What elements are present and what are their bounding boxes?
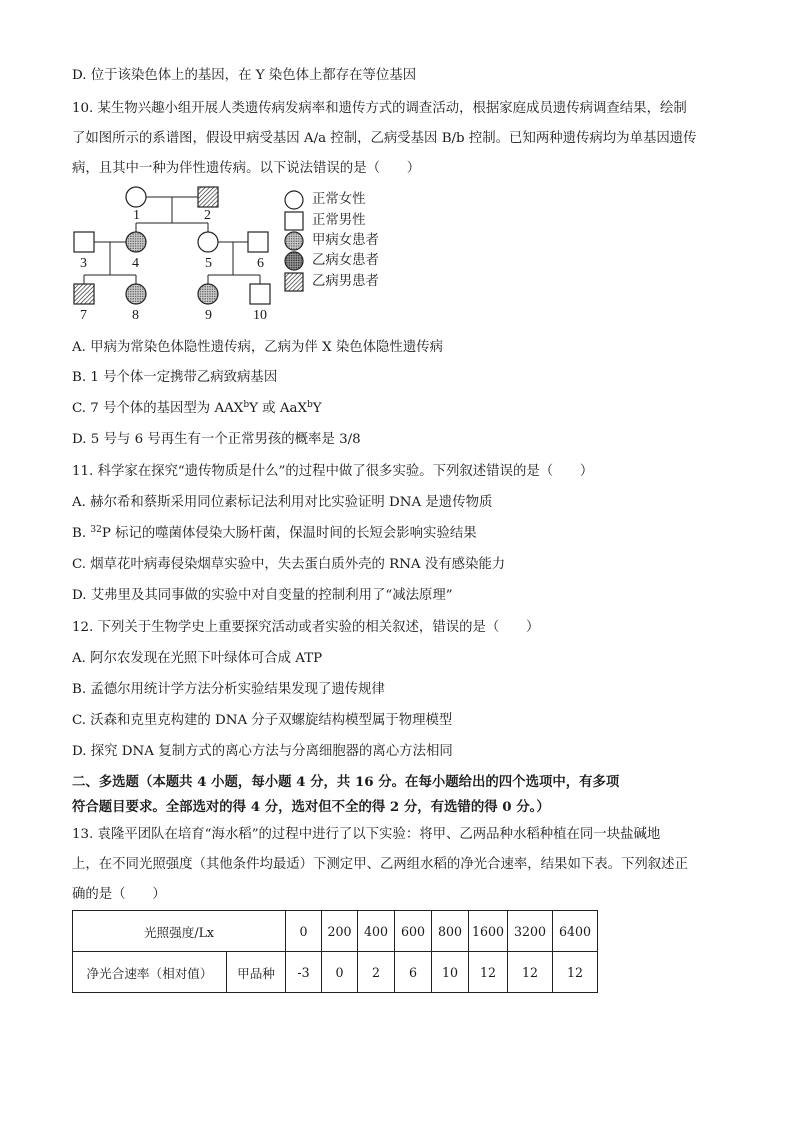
pedigree-diagram: [0, 180, 794, 330]
label-2: 2: [204, 208, 211, 223]
q11-option-a: A. 赫尔希和蔡斯采用同位素标记法利用对比实验证明 DNA 是遗传物质: [72, 495, 493, 510]
legend-disease-b-female: 乙病女患者: [312, 253, 379, 268]
light-rate-table: [72, 910, 598, 993]
legend-disease-b-male: 乙病男患者: [312, 274, 379, 289]
label-7: 7: [80, 308, 87, 323]
table-cell: 0: [286, 911, 322, 952]
label-4: 4: [132, 256, 139, 271]
section2-heading-line-1: 二、多选题（本题共 4 小题，每小题 4 分，共 16 分。在每小题给出的四个选项中，有多项: [72, 774, 620, 790]
legend-normal-female: 正常女性: [312, 192, 366, 207]
table-cell: 12: [469, 952, 508, 993]
individual-10: [250, 284, 270, 304]
q13-stem-line-1: 13. 袁隆平团队在培育“海水稻”的过程中进行了以下实验：将甲、乙两品种水稻种植在同一块盐碱地: [72, 827, 661, 842]
label-6: 6: [257, 256, 264, 271]
table-cell: 12: [508, 952, 553, 993]
table-cell: 6400: [553, 911, 598, 952]
label-1: 1: [133, 208, 140, 223]
individual-3: [74, 232, 94, 252]
section2-heading-line-2: 符合题目要求。全部选对的得 4 分，选对但不全的得 2 分，有选错的得 0 分。）: [72, 799, 550, 815]
q10-stem-line-2: 了如图所示的系谱图，假设甲病受基因 A/a 控制，乙病受基因 B/b 控制。已知两种遗传病均为单基因遗传: [72, 131, 697, 146]
legend-disease-a-female-icon: [285, 232, 303, 250]
table-cell: -3: [286, 952, 322, 993]
table-cell: 3200: [508, 911, 553, 952]
table-cell: 12: [553, 952, 598, 993]
individual-4: [126, 232, 146, 252]
label-8: 8: [132, 308, 139, 323]
label-10: 10: [253, 308, 267, 323]
table-variety-label: 甲品种: [227, 952, 286, 993]
table-cell: 400: [358, 911, 395, 952]
q12-option-a: A. 阿尔农发现在光照下叶绿体可合成 ATP: [72, 651, 323, 666]
q10-option-c: C. 7 号个体的基因型为 AAX$^b$Y 或 AaX$^b$Y: [72, 400, 322, 416]
individual-1: [126, 187, 146, 207]
individual-9: [198, 284, 218, 304]
q9-option-d: D. 位于该染色体上的基因，在 Y 染色体上都存在等位基因: [72, 68, 417, 83]
q11-option-c: C. 烟草花叶病毒侵染烟草实验中，失去蛋白质外壳的 RNA 没有感染能力: [72, 557, 506, 572]
legend-disease-b-female-icon: [285, 252, 303, 270]
q13-stem-line-2: 上，在不同光照强度（其他条件均最适）下测定甲、乙两组水稻的净光合速率，结果如下表。下列叙述正: [72, 857, 688, 872]
table-cell: 800: [432, 911, 469, 952]
q11-stem: 11. 科学家在探究“遗传物质是什么”的过程中做了很多实验。下列叙述错误的是（ ）: [72, 464, 594, 479]
q11-option-b: B. $^{32}$P 标记的噬菌体侵染大肠杆菌，保温时间的长短会影响实验结果: [72, 525, 477, 541]
label-5: 5: [205, 256, 212, 271]
q11-option-d: D. 艾弗里及其同事做的实验中对自变量的控制利用了“减法原理”: [72, 588, 453, 603]
q12-option-c: C. 沃森和克里克构建的 DNA 分子双螺旋结构模型属于物理模型: [72, 713, 453, 728]
individual-8: [126, 284, 146, 304]
table-row-label: 净光合速率（相对值）: [73, 952, 227, 993]
q10-stem-line-3: 病，且其中一种为伴性遗传病。以下说法错误的是（ ）: [72, 161, 421, 176]
q12-option-d: D. 探究 DNA 复制方式的离心方法与分离细胞器的离心方法相同: [72, 744, 453, 759]
individual-7: [74, 284, 94, 304]
label-9: 9: [205, 308, 212, 323]
q10-option-a: A. 甲病为常染色体隐性遗传病，乙病为伴 X 染色体隐性遗传病: [72, 340, 443, 355]
table-row: [73, 952, 598, 993]
legend-disease-b-male-icon: [285, 273, 303, 291]
individual-5: [198, 232, 218, 252]
q10-stem-line-1: 10. 某生物兴趣小组开展人类遗传病发病率和遗传方式的调查活动，根据家庭成员遗传病调查结果，绘制: [72, 101, 687, 116]
legend-normal-male-icon: [285, 212, 303, 230]
label-3: 3: [80, 256, 87, 271]
q12-option-b: B. 孟德尔用统计学方法分析实验结果发现了遗传规律: [72, 682, 385, 697]
table-cell: 200: [322, 911, 358, 952]
table-row: [73, 911, 598, 952]
q10-option-b: B. 1 号个体一定携带乙病致病基因: [72, 370, 278, 385]
table-cell: 6: [395, 952, 432, 993]
table-cell: 1600: [469, 911, 508, 952]
q12-stem: 12. 下列关于生物学史上重要探究活动或者实验的相关叙述，错误的是（ ）: [72, 620, 540, 635]
table-cell: 600: [395, 911, 432, 952]
legend-disease-a-female: 甲病女患者: [312, 233, 379, 248]
table-cell: 0: [322, 952, 358, 993]
q10-option-d: D. 5 号与 6 号再生有一个正常男孩的概率是 3/8: [72, 432, 361, 447]
table-cell: 10: [432, 952, 469, 993]
individual-2: [198, 187, 218, 207]
table-header-label: 光照强度/Lx: [73, 911, 286, 952]
q13-stem-line-3: 确的是（ ）: [72, 887, 166, 902]
legend-normal-female-icon: [285, 191, 303, 209]
individual-6: [248, 232, 268, 252]
table-cell: 2: [358, 952, 395, 993]
legend-normal-male: 正常男性: [312, 213, 366, 228]
